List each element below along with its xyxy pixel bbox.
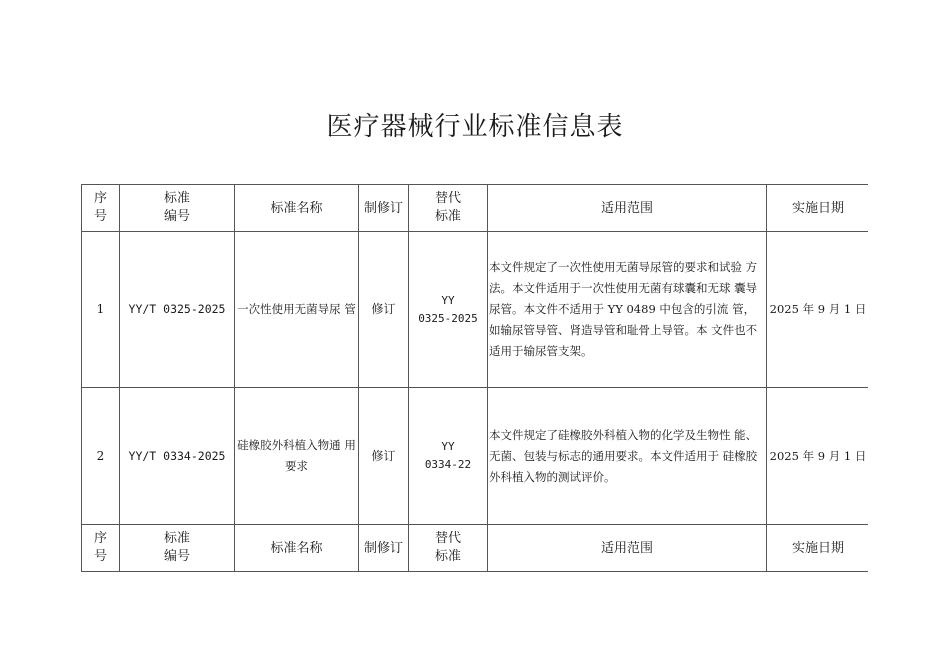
row-name: 硅橡胶外科植入物通 用要求 [235, 388, 359, 525]
header-seq-line2: 号 [93, 549, 107, 564]
row-code: YY/T 0334-2025 [120, 388, 235, 525]
table-row [82, 232, 869, 388]
table-header-row-repeat [82, 525, 869, 572]
header-date: 实施日期 [767, 185, 869, 232]
header-replace-line1: 替代 [434, 191, 461, 206]
row-code: YY/T 0325-2025 [120, 232, 235, 388]
standards-table [81, 184, 868, 572]
row-name: 一次性使用无菌导尿 管 [235, 232, 359, 388]
header-code-line2: 编号 [163, 209, 190, 224]
header-code-line1: 标准 [163, 191, 190, 206]
header-replace [409, 185, 488, 232]
header-replace-line1: 替代 [434, 531, 461, 546]
row-replace-line2: 0325-2025 [418, 311, 478, 325]
row-replace-line1: YY [441, 293, 455, 307]
header-seq-line1: 序 [93, 191, 107, 206]
row-scope: 本文件规定了硅橡胶外科植入物的化学及生物性 能、无菌、包装与标志的通用要求。本文件适用于 硅橡胶外科植入物的测试评价。 [488, 388, 767, 525]
table-header-row [82, 185, 869, 232]
row-seq: 1 [82, 232, 120, 388]
header-scope: 适用范围 [488, 525, 767, 572]
header-revision: 制修订 [359, 525, 409, 572]
header-seq [82, 525, 120, 572]
header-revision: 制修订 [359, 185, 409, 232]
row-date: 2025 年 9 月 1 日 [767, 232, 869, 388]
header-name: 标准名称 [235, 185, 359, 232]
header-seq-line1: 序 [93, 531, 107, 546]
row-date: 2025 年 9 月 1 日 [767, 388, 869, 525]
header-name: 标准名称 [235, 525, 359, 572]
header-date: 实施日期 [767, 525, 869, 572]
header-replace [409, 525, 488, 572]
row-replace-line2: 0334-22 [424, 458, 472, 471]
row-revision: 修订 [359, 388, 409, 525]
row-replace-line1: YY [441, 440, 455, 453]
header-replace-line2: 标准 [434, 209, 461, 224]
page-title: 医疗器械行业标准信息表 [326, 112, 624, 142]
header-seq-line2: 号 [93, 209, 107, 224]
header-code [120, 185, 235, 232]
standards-table-container [81, 184, 868, 576]
header-code [120, 525, 235, 572]
row-seq: 2 [82, 388, 120, 525]
header-scope: 适用范围 [488, 185, 767, 232]
row-scope: 本文件规定了一次性使用无菌导尿管的要求和试验 方法。本文件适用于一次性使用无菌有球囊和无球 囊导尿管。本文件不适用于 YY 0489 中包含的引流 管，如输尿管导管、肾造导管和耻骨上导管。本 文件也不适用于输尿管支架。 [488, 232, 767, 388]
header-code-line1: 标准 [163, 531, 190, 546]
row-revision: 修订 [359, 232, 409, 388]
row-replace [409, 388, 488, 525]
table-row [82, 388, 869, 525]
header-seq [82, 185, 120, 232]
row-replace [409, 232, 488, 388]
header-code-line2: 编号 [163, 549, 190, 564]
header-replace-line2: 标准 [434, 549, 461, 564]
